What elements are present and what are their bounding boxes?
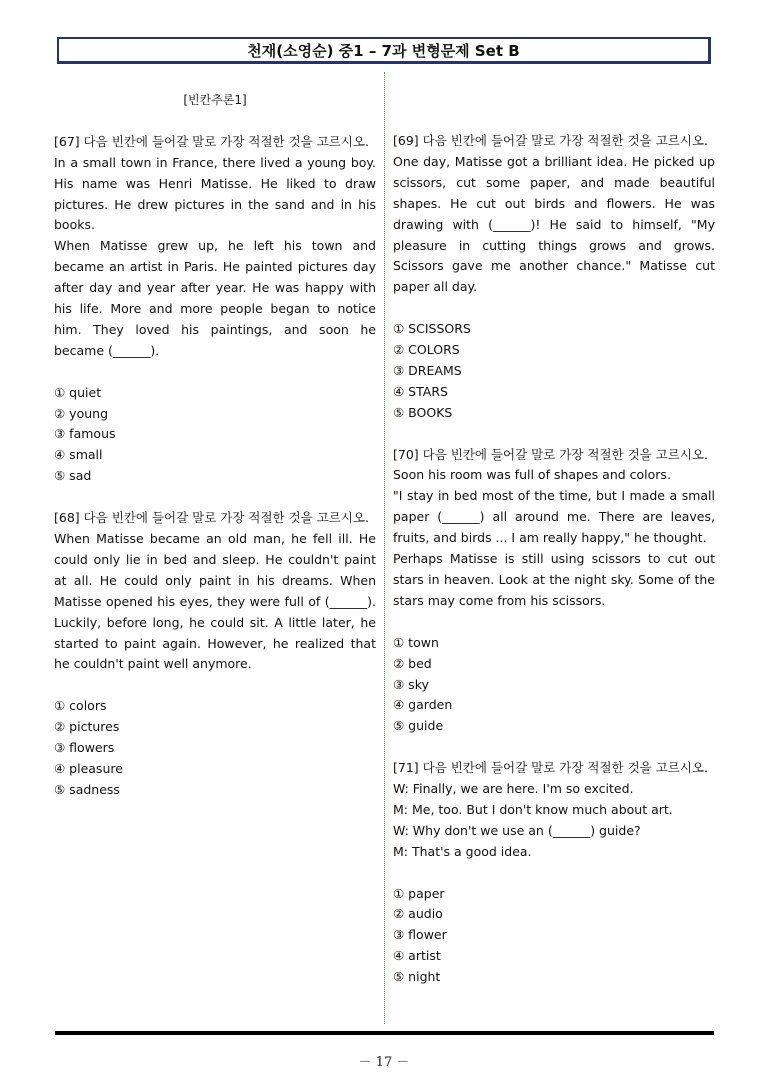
answer-option: ④ STARS [393,383,448,399]
section-label: [빈칸추론1] [183,93,247,107]
question-70 [393,445,715,738]
answer-option: ② audio [393,906,443,922]
column-divider [384,72,385,1024]
question-paragraph: One day, Matisse got a brilliant idea. He picked up scissors, cut some paper, and made beautiful shapes. He cut out birds and flowers. He was drawing with (______)! He said to himself, "My pleasure in cutting things grows and grows. Scissors gave me another chance." Matisse cut paper all day. [393,153,715,295]
question-paragraph: In a small town in France, there lived a young boy. His name was Henri Matisse. He liked to draw pictures. He drew pictures in the sand and in his books. [54,154,376,233]
question-68 [54,508,376,801]
answer-option: ⑤ sadness [54,781,120,797]
answer-option: ② pictures [54,719,120,735]
answer-option: ③ flower [393,927,447,943]
dialogue-line: M: That's a good idea. [393,843,532,859]
question-67 [54,132,376,487]
page-header [57,37,711,64]
answer-option: ④ garden [393,697,453,713]
answer-option: ② COLORS [393,342,460,358]
question-paragraph: When Matisse grew up, he left his town and became an artist in Paris. He painted pictures day after day and year after year. He was happy with his life. More and more people began to notice him. They loved his paintings, and soon he became (______). [54,238,376,358]
answer-option: ④ artist [393,948,441,964]
answer-option: ① paper [393,885,445,901]
question-head: [69] 다음 빈칸에 들어갈 말로 가장 적절한 것을 고르시오. [393,133,708,148]
answer-option: ② young [54,405,109,421]
answer-option: ⑤ BOOKS [393,404,453,420]
answer-option: ② bed [393,655,432,671]
page-number: － 17 － [358,1055,410,1070]
answer-option: ① SCISSORS [393,321,471,337]
answer-option: ④ small [54,447,103,463]
answer-option: ① quiet [54,384,102,400]
answer-option: ① town [393,634,439,650]
question-head: [71] 다음 빈칸에 들어갈 말로 가장 적절한 것을 고르시오. [393,760,708,776]
dialogue-line: W: Why don't we use an (______) guide? [393,822,641,838]
question-head: [67] 다음 빈칸에 들어갈 말로 가장 적절한 것을 고르시오. [54,133,369,149]
dialogue-line: W: Finally, we are here. I'm so excited. [393,781,634,797]
answer-option: ⑤ sad [54,468,92,484]
question-paragraph: Soon his room was full of shapes and colors. [393,467,671,483]
right-column [393,131,715,988]
answer-option: ③ flowers [54,740,115,756]
question-head: [68] 다음 빈칸에 들어갈 말로 가장 적절한 것을 고르시오. [54,510,369,526]
answer-option: ⑤ guide [393,718,444,734]
question-71 [393,758,715,988]
answer-option: ③ famous [54,426,116,442]
question-paragraph: When Matisse became an old man, he fell ill. He could only lie in bed and sleep. He couldn't paint at all. He could only paint in his dreams. When Matisse opened his eyes, they were full of (______). Luckily, before long, he could sit. A little later, he started to paint again. However, he realized that he couldn't paint well anymore. [54,530,376,672]
answer-option: ④ pleasure [54,760,123,776]
header-title: 천재(소영순) 중1 – 7과 변형문제 Set B [247,41,520,60]
question-paragraph: Perhaps Matisse is still using scissors to cut out stars in heaven. Look at the night sky. Some of the stars may come from his scissors. [393,551,715,608]
question-head: [70] 다음 빈칸에 들어갈 말로 가장 적절한 것을 고르시오. [393,446,708,462]
answer-option: ⑤ night [393,969,441,985]
left-column [54,90,376,801]
dialogue-line: M: Me, too. But I don't know much about art. [393,801,673,817]
answer-option: ③ DREAMS [393,362,462,378]
question-69 [393,131,715,424]
answer-option: ③ sky [393,676,429,692]
answer-option: ① colors [54,698,107,714]
question-paragraph: "I stay in bed most of the time, but I made a small paper (______) all around me. There are leaves, fruits, and birds ... I am really happy," he thought. [393,488,715,546]
footer-rule [55,1031,714,1035]
